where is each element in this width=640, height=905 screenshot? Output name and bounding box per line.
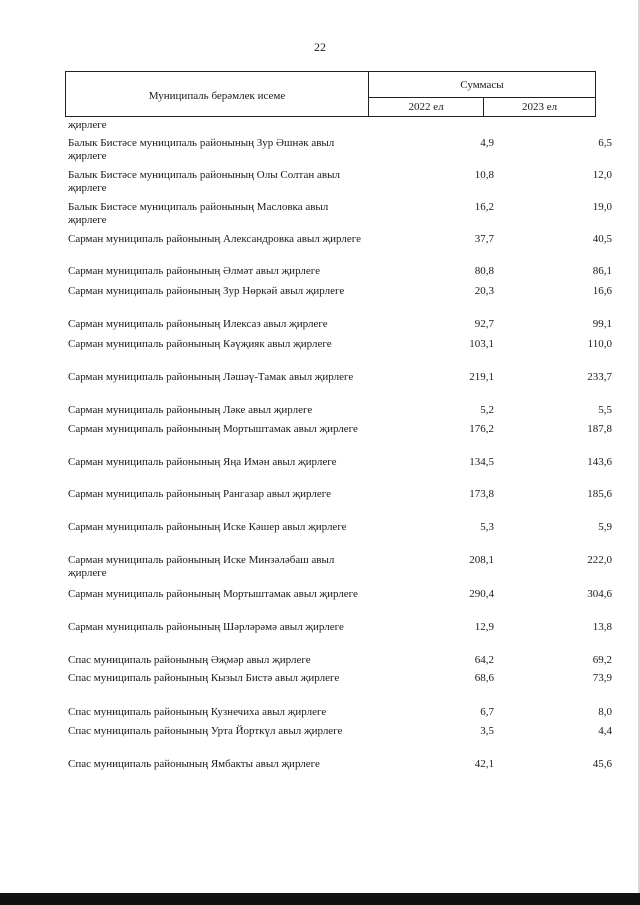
- amount-2022: 3,5: [480, 725, 494, 737]
- municipality-name: Спас муниципаль районының Ямбакты авыл җирлеге: [68, 758, 320, 770]
- municipality-name: Сарман муниципаль районының Ләке авыл җирлеге: [68, 404, 313, 416]
- amount-2023: 86,1: [592, 265, 612, 277]
- municipality-name: Спас муниципаль районының Әҗмәр авыл җирлеге: [68, 654, 311, 666]
- amount-2022: 219,1: [469, 371, 494, 383]
- header-name-column: Муниципаль берәмлек исеме: [66, 72, 369, 116]
- municipality-name: Сарман муниципаль районының Иске Кәшер авыл җирлеге: [68, 521, 347, 533]
- table-header: [65, 71, 596, 117]
- table-row: [68, 456, 612, 484]
- continued-text: җирлеге: [68, 119, 107, 131]
- amount-2023: 6,5: [598, 137, 612, 149]
- amount-2022: 176,2: [469, 423, 494, 435]
- table-row: [68, 521, 612, 549]
- amount-2022: 16,2: [474, 201, 494, 213]
- amount-2023: 233,7: [587, 371, 612, 383]
- table-row: [68, 169, 612, 197]
- table-row: [68, 554, 612, 582]
- table-row: [68, 338, 612, 366]
- amount-2023: 8,0: [598, 706, 612, 718]
- table-row: [68, 588, 612, 616]
- page-number: 22: [314, 40, 326, 54]
- amount-2023: 304,6: [587, 588, 612, 600]
- amount-2022: 12,9: [474, 621, 494, 633]
- municipality-name: Сарман муниципаль районының Яңа Имән авыл җирлеге: [68, 456, 337, 468]
- amount-2023: 45,6: [592, 758, 612, 770]
- municipality-name: Балык Бистәсе муниципаль районының Масловка авыл җирлеге: [68, 201, 329, 226]
- table-row: [68, 758, 612, 786]
- amount-2022: 5,3: [480, 521, 494, 533]
- municipality-name: Балык Бистәсе муниципаль районының Зур Әшнәк авыл җирлеге: [68, 137, 335, 162]
- amount-2023: 222,0: [587, 554, 612, 566]
- amount-2022: 5,2: [480, 404, 494, 416]
- municipality-name: Сарман муниципаль районының Илексаз авыл җирлеге: [68, 318, 328, 330]
- amount-2022: 4,9: [480, 137, 494, 149]
- amount-2022: 103,1: [469, 338, 494, 350]
- amount-2022: 64,2: [474, 654, 494, 666]
- amount-2023: 5,5: [598, 404, 612, 416]
- amount-2022: 290,4: [469, 588, 494, 600]
- header-year-2022: 2022 ел: [369, 98, 484, 116]
- municipality-name: Спас муниципаль районының Кызыл Бистә авыл җирлеге: [68, 672, 340, 684]
- amount-2022: 208,1: [469, 554, 494, 566]
- table-row: [68, 137, 612, 165]
- amount-2022: 134,5: [469, 456, 494, 468]
- municipality-name: Спас муниципаль районының Урта Йорткүл авыл җирлеге: [68, 725, 343, 737]
- table-row: [68, 285, 612, 313]
- amount-2023: 13,8: [592, 621, 612, 633]
- header-sum-column: Суммасы: [369, 72, 595, 98]
- amount-2022: 80,8: [474, 265, 494, 277]
- amount-2023: 110,0: [587, 338, 612, 350]
- municipality-name: Сарман муниципаль районының Шәрләрәмә авыл җирлеге: [68, 621, 344, 633]
- amount-2023: 99,1: [592, 318, 612, 330]
- amount-2023: 40,5: [592, 233, 612, 245]
- amount-2023: 12,0: [592, 169, 612, 181]
- amount-2022: 20,3: [474, 285, 494, 297]
- municipality-name: Сарман муниципаль районының Рангазар авыл җирлеге: [68, 488, 331, 500]
- municipality-name: Сарман муниципаль районының Мортыштамак авыл җирлеге: [68, 588, 358, 600]
- header-year-2023: 2023 ел: [521, 101, 558, 113]
- amount-2022: 173,8: [469, 488, 494, 500]
- amount-2022: 10,8: [474, 169, 494, 181]
- municipality-name: Сарман муниципаль районының Мортыштамак авыл җирлеге: [68, 423, 358, 435]
- table-row: [68, 621, 612, 649]
- municipality-name: Балык Бистәсе муниципаль районының Олы Солтан авыл җирлеге: [68, 169, 340, 194]
- municipality-name: Сарман муниципаль районының Ләшәү-Тамак авыл җирлеге: [68, 371, 354, 383]
- scan-bottom-edge: [0, 893, 640, 905]
- table-row: [68, 233, 612, 261]
- municipality-name: Сарман муниципаль районының Зур Нөркәй авыл җирлеге: [68, 285, 345, 297]
- amount-2023: 143,6: [587, 456, 612, 468]
- amount-2023: 4,4: [598, 725, 612, 737]
- municipality-name: Сарман муниципаль районының Иске Минзәләбаш авыл җирлеге: [68, 554, 335, 579]
- amount-2022: 68,6: [474, 672, 494, 684]
- table-row: [68, 423, 612, 451]
- amount-2023: 73,9: [592, 672, 612, 684]
- municipality-name: Спас муниципаль районының Кузнечиха авыл җирлеге: [68, 706, 327, 718]
- amount-2023: 187,8: [587, 423, 612, 435]
- amount-2023: 5,9: [598, 521, 612, 533]
- amount-2022: 37,7: [474, 233, 494, 245]
- table-row: [68, 371, 612, 399]
- amount-2022: 92,7: [474, 318, 494, 330]
- municipality-name: Сарман муниципаль районының Александровка авыл җирлеге: [68, 233, 361, 245]
- amount-2023: 69,2: [592, 654, 612, 666]
- amount-2023: 185,6: [587, 488, 612, 500]
- amount-2022: 42,1: [474, 758, 494, 770]
- municipality-name: Сарман муниципаль районының Әлмәт авыл җирлеге: [68, 265, 321, 277]
- municipality-name: Сарман муниципаль районының Кәүҗияк авыл җирлеге: [68, 338, 332, 350]
- table-row: [68, 488, 612, 516]
- table-row: [68, 725, 612, 753]
- table-row: [68, 672, 612, 700]
- amount-2023: 19,0: [592, 201, 612, 213]
- amount-2023: 16,6: [592, 285, 612, 297]
- table-row: [68, 201, 612, 229]
- amount-2022: 6,7: [480, 706, 494, 718]
